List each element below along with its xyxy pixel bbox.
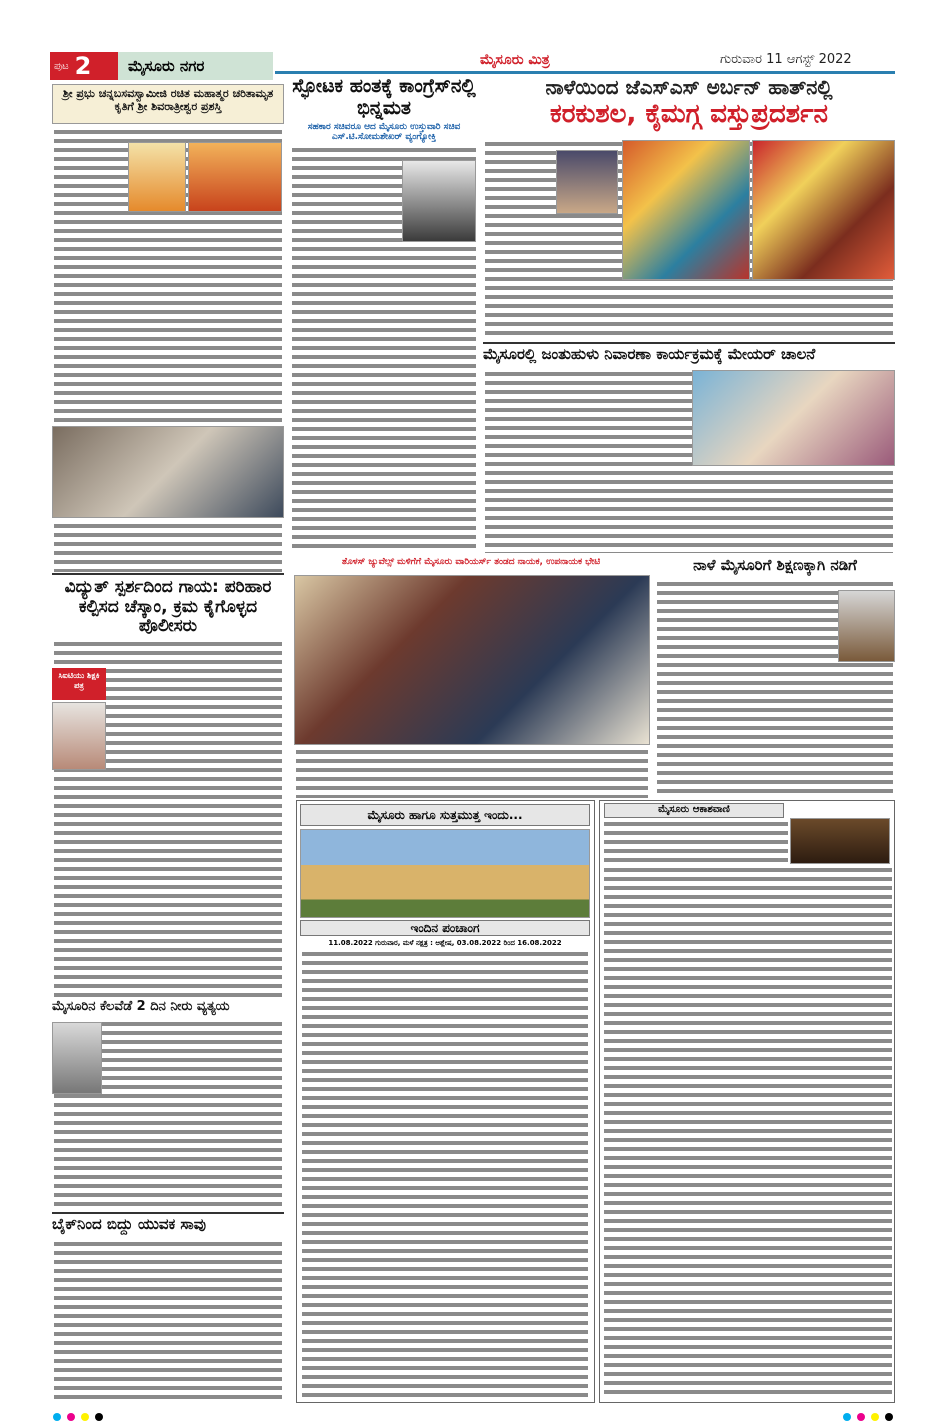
- pots-photo: [622, 140, 750, 280]
- date: ಗುರುವಾರ 11 ಆಗಸ್ಟ್ 2022: [720, 52, 852, 67]
- registration-marks: [50, 1406, 106, 1425]
- akashavani-body-2: [604, 866, 892, 1398]
- swamiji-photo: [188, 142, 282, 212]
- book-cover-photo: [128, 142, 186, 212]
- deworming-headline: ಮೈಸೂರಲ್ಲಿ ಜಂತುಹುಳು ನಿವಾರಣಾ ಕಾರ್ಯಕ್ರಮಕ್ಕೆ ಮೇಯರ್ ಚಾಲನೆ: [483, 345, 816, 363]
- header-rule: [275, 71, 895, 74]
- speaker-photo: [556, 150, 618, 214]
- award-caption: [54, 522, 282, 572]
- page-number-box: [50, 52, 118, 80]
- registration-marks: [840, 1406, 896, 1425]
- panchanga-title: ಇಂದಿನ ಪಂಚಾಂಗ: [300, 920, 590, 936]
- electric-tag: ಸಿಐಟಿಯು ಶಿಕ್ಷಕಿ ಪತ್ರ: [52, 668, 106, 700]
- divider: [52, 573, 284, 575]
- walk-person-photo: [838, 590, 895, 662]
- congress-subhead: ಸಹಕಾರ ಸಚಿವರೂ ಆದ ಮೈಸೂರು ಉಸ್ತುವಾರಿ ಸಚಿವ ಎಸ್.ಟಿ.ಸೋಮಶೇಖರ್ ವ್ಯಂಗ್ಯೋಕ್ತಿ: [307, 122, 461, 142]
- award-headline: ಶ್ರೀ ಪ್ರಭು ಚನ್ನಬಸವಸ್ವಾಮೀಜಿ ರಚಿತ ಮಹಾತ್ಮರ ಚರಿತಾಮೃತ ಕೃತಿಗೆ ಶ್ರೀ ಶಿವರಾತ್ರೀಶ್ವರ ಪ್ರಶಸ್ತಿ: [62, 87, 274, 113]
- today-title: ಮೈಸೂರು ಹಾಗೂ ಸುತ್ತಮುತ್ತ ಇಂದು...: [300, 804, 590, 826]
- section-title: ಮೈಸೂರು ನಗರ: [118, 52, 273, 80]
- palace-photo: [300, 829, 590, 918]
- electric-headline: ವಿದ್ಯುತ್ ಸ್ಪರ್ಶದಿಂದ ಗಾಯ: ಪರಿಹಾರ ಕಲ್ಪಿಸದ ಚೆಸ್ಕಾಂ, ಕ್ರಮ ಕೈಗೊಳ್ಳದ ಪೊಲೀಸರು: [64, 577, 272, 637]
- award-event-photo: [52, 426, 284, 518]
- bike-headline: ಬೈಕ್‌ನಿಂದ ಬಿದ್ದು ಯುವಕ ಸಾವು: [52, 1215, 206, 1233]
- minister-photo: [402, 160, 476, 242]
- walk-headline: ನಾಳೆ ಮೈಸೂರಿಗೆ ಶಿಕ್ಷಣಕ್ಕಾಗಿ ನಡಿಗೆ: [693, 556, 857, 574]
- water-tap-photo: [52, 1022, 102, 1094]
- bike-body: [54, 1240, 282, 1400]
- warriors-photo: [294, 575, 650, 745]
- exhibition-headline-2: ಕರಕುಶಲ, ಕೈಮಗ್ಗ ವಸ್ತುಪ್ರದರ್ಶನ: [550, 99, 828, 129]
- masthead: ಮೈಸೂರು ಮಿತ್ರ: [480, 52, 550, 68]
- radio-photo: [790, 818, 890, 864]
- warriors-caption: [296, 748, 648, 798]
- injured-girl-photo: [52, 702, 106, 770]
- exhibition-headline-1: ನಾಳೆಯಿಂದ ಜೆಎಸ್‌ಎಸ್ ಅರ್ಬನ್ ಹಾತ್‌ನಲ್ಲಿ: [545, 75, 833, 99]
- puppets-photo: [752, 140, 895, 280]
- divider: [483, 342, 895, 344]
- akashavani-title: ಮೈಸೂರು ಆಕಾಶವಾಣಿ: [604, 803, 784, 818]
- panchanga-body: [302, 950, 588, 1398]
- congress-headline: ಸ್ಫೋಟಕ ಹಂತಕ್ಕೆ ಕಾಂಗ್ರೆಸ್‌ನಲ್ಲಿ ಭಿನ್ನಮತ: [292, 75, 476, 119]
- deworming-event-photo: [692, 370, 895, 466]
- page-number: 2: [74, 52, 92, 80]
- divider: [52, 1212, 284, 1214]
- page-label: ಪುಟ: [54, 60, 69, 72]
- warriors-headline: ತೊಳಸ್ ಜ್ಯುವೆಲ್ಸ್ ಮಳಿಗೆಗೆ ಮೈಸೂರು ವಾರಿಯರ್ಸ್ ತಂಡದ ನಾಯಕ, ಉಪನಾಯಕ ಭೇಟಿ: [341, 557, 601, 567]
- water-headline: ಮೈಸೂರಿನ ಕೆಲವೆಡೆ 2 ದಿನ ನೀರು ವ್ಯತ್ಯಯ: [52, 999, 230, 1014]
- award-headline-box: [52, 84, 284, 124]
- panchanga-line: 11.08.2022 ಗುರುವಾರ, ಮಳೆ ನಕ್ಷತ್ರ : ಆಶ್ಲೇಷ, 03.08.2022 ರಿಂದ 16.08.2022: [328, 939, 562, 947]
